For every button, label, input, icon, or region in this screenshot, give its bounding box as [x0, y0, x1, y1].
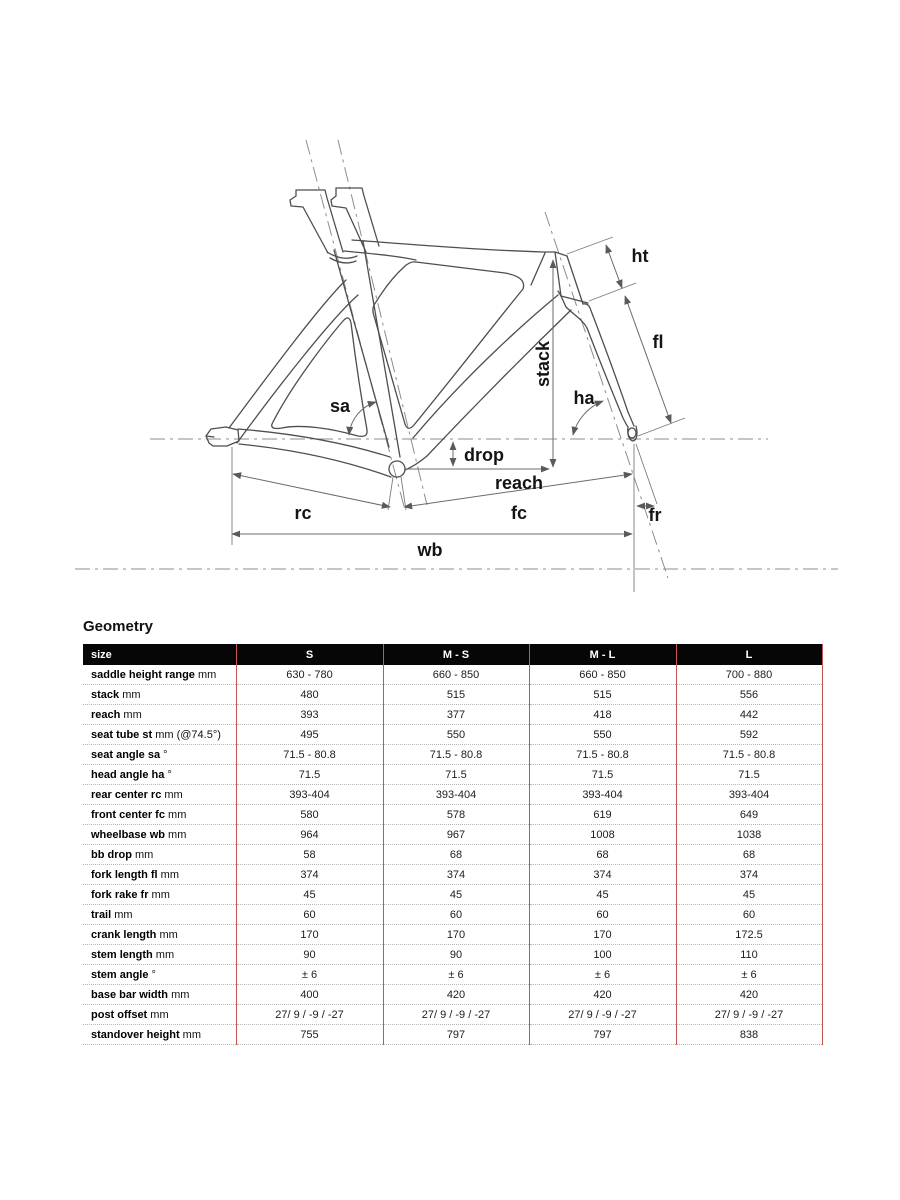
table-row — [83, 745, 822, 765]
table-cell: 649 — [676, 805, 822, 825]
head-tube-back-edge — [555, 252, 561, 296]
table-cell: 60 — [676, 905, 822, 925]
table-cell: 100 — [529, 945, 676, 965]
table-cell: ± 6 — [236, 965, 383, 985]
table-cell: 838 — [676, 1025, 822, 1045]
seat-tube-back-edge — [334, 250, 389, 447]
label-wb: wb — [417, 540, 443, 560]
row-label: seat angle sa ° — [91, 748, 168, 761]
table-cell: 393-404 — [676, 785, 822, 805]
row-label: post offset mm — [91, 1008, 169, 1021]
table-cell: 170 — [529, 925, 676, 945]
head-tube-inner-line — [531, 253, 545, 285]
row-label: wheelbase wb mm — [91, 828, 187, 841]
table-cell: 420 — [676, 985, 822, 1005]
table-cell: 377 — [383, 705, 529, 725]
seatstay-top — [229, 280, 346, 428]
table-cell: 68 — [676, 845, 822, 865]
bottom-bracket — [389, 461, 405, 477]
table-cell: 967 — [383, 825, 529, 845]
row-label: crank length mm — [91, 928, 178, 941]
centerlines — [75, 140, 838, 578]
table-cell: 550 — [383, 725, 529, 745]
table-cell: 374 — [529, 865, 676, 885]
geometry-table-body — [83, 665, 822, 1045]
table-cell: 556 — [676, 685, 822, 705]
label-fr: fr — [648, 505, 662, 525]
table-cell: 400 — [236, 985, 383, 1005]
table-cell: 27/ 9 / -9 / -27 — [236, 1005, 383, 1025]
table-cell: 619 — [529, 805, 676, 825]
table-cell: 68 — [383, 845, 529, 865]
table-cell: 393-404 — [529, 785, 676, 805]
table-row — [83, 925, 822, 945]
table-cell: 393-404 — [236, 785, 383, 805]
label-drop: drop — [464, 445, 504, 465]
geometry-section — [83, 618, 822, 1045]
fl-dimension — [625, 296, 671, 423]
fl-extension-axle — [638, 418, 685, 436]
fork-crown — [558, 291, 588, 303]
saddle-clamp-right-prong — [331, 188, 379, 252]
header-size-ml: M - L — [529, 644, 676, 665]
table-cell: 45 — [529, 885, 676, 905]
row-label: fork rake fr mm — [91, 888, 170, 901]
top-tube-top-edge — [352, 240, 567, 256]
table-cell: 1008 — [529, 825, 676, 845]
table-cell: 71.5 — [383, 765, 529, 785]
row-label: trail mm — [91, 908, 133, 921]
table-row — [83, 945, 822, 965]
frame-outline — [206, 188, 637, 477]
table-cell: 68 — [529, 845, 676, 865]
table-cell: 797 — [529, 1025, 676, 1045]
row-label: base bar width mm — [91, 988, 190, 1001]
table-cell: 172.5 — [676, 925, 822, 945]
table-cell: 58 — [236, 845, 383, 865]
table-cell: 71.5 — [236, 765, 383, 785]
row-label: reach mm — [91, 708, 142, 721]
rear-dropout — [206, 427, 239, 446]
table-cell: 60 — [383, 905, 529, 925]
row-label: stem length mm — [91, 948, 175, 961]
table-cell: 60 — [529, 905, 676, 925]
table-cell: 515 — [529, 685, 676, 705]
table-cell: 71.5 - 80.8 — [383, 745, 529, 765]
row-label: head angle ha ° — [91, 768, 172, 781]
table-cell: 660 - 850 — [529, 665, 676, 685]
label-ha: ha — [573, 388, 595, 408]
table-cell: 420 — [529, 985, 676, 1005]
table-cell: 71.5 — [676, 765, 822, 785]
table-row — [83, 905, 822, 925]
dimension-labels — [294, 246, 663, 560]
table-row — [83, 785, 822, 805]
table-cell: 515 — [383, 685, 529, 705]
table-row — [83, 1005, 822, 1025]
table-cell: 755 — [236, 1025, 383, 1045]
chainstay-bottom — [239, 444, 391, 477]
table-row — [83, 685, 822, 705]
table-cell: 964 — [236, 825, 383, 845]
table-cell: 45 — [676, 885, 822, 905]
table-cell: 27/ 9 / -9 / -27 — [383, 1005, 529, 1025]
table-row — [83, 725, 822, 745]
row-label: fork length fl mm — [91, 868, 179, 881]
table-cell: 45 — [236, 885, 383, 905]
table-cell: 630 - 780 — [236, 665, 383, 685]
section-title: Geometry — [83, 618, 154, 635]
row-label: front center fc mm — [91, 808, 187, 821]
seatstay-bottom — [237, 295, 358, 443]
table-cell: 420 — [383, 985, 529, 1005]
table-row — [83, 805, 822, 825]
header-size-s: S — [236, 644, 383, 665]
label-stack: stack — [533, 340, 553, 388]
table-cell: 60 — [236, 905, 383, 925]
table-cell: ± 6 — [676, 965, 822, 985]
table-cell: 393 — [236, 705, 383, 725]
table-row — [83, 1025, 822, 1045]
table-cell: 170 — [236, 925, 383, 945]
table-cell: 71.5 - 80.8 — [676, 745, 822, 765]
table-cell: 480 — [236, 685, 383, 705]
bb-extension-left — [388, 477, 393, 510]
table-row — [83, 885, 822, 905]
row-label: stack mm — [91, 688, 141, 701]
table-row — [83, 825, 822, 845]
table-cell: 418 — [529, 705, 676, 725]
dimension-lines — [232, 245, 671, 534]
table-cell: 660 - 850 — [383, 665, 529, 685]
extension-lines — [232, 237, 685, 592]
ht-dimension — [606, 245, 622, 288]
head-tube-front-edge — [567, 256, 583, 304]
table-cell: ± 6 — [529, 965, 676, 985]
front-dropout — [628, 428, 636, 438]
table-cell: 442 — [676, 705, 822, 725]
row-label: seat tube st mm (@74.5°) — [91, 728, 221, 741]
table-cell: 700 - 880 — [676, 665, 822, 685]
table-cell: 71.5 - 80.8 — [236, 745, 383, 765]
row-label: standover height mm — [91, 1028, 202, 1041]
label-sa: sa — [329, 396, 351, 416]
row-label: rear center rc mm — [91, 788, 183, 801]
label-ht: ht — [631, 246, 649, 266]
table-cell: 550 — [529, 725, 676, 745]
label-rc: rc — [294, 503, 312, 523]
saddle-clamp-left-prong — [290, 190, 343, 253]
row-label: stem angle ° — [91, 968, 156, 981]
geometry-table — [83, 644, 823, 1045]
header-size-ms: M - S — [383, 644, 529, 665]
seat-tube-front-edge — [363, 241, 400, 457]
table-cell: 27/ 9 / -9 / -27 — [529, 1005, 676, 1025]
table-cell: 578 — [383, 805, 529, 825]
table-cell: 71.5 — [529, 765, 676, 785]
table-cell: 592 — [676, 725, 822, 745]
table-row — [83, 765, 822, 785]
table-cell: 27/ 9 / -9 / -27 — [676, 1005, 822, 1025]
row-label: bb drop mm — [91, 848, 154, 861]
table-row — [83, 965, 822, 985]
table-cell: 374 — [676, 865, 822, 885]
table-cell: 110 — [676, 945, 822, 965]
table-row — [83, 865, 822, 885]
table-cell: 580 — [236, 805, 383, 825]
table-cell: 90 — [236, 945, 383, 965]
table-cell: 374 — [383, 865, 529, 885]
ht-extension-crown — [589, 283, 636, 301]
table-cell: 393-404 — [383, 785, 529, 805]
table-cell: 374 — [236, 865, 383, 885]
table-cell: 797 — [383, 1025, 529, 1045]
table-row — [83, 665, 822, 685]
table-cell: 71.5 - 80.8 — [529, 745, 676, 765]
seatpost-collar — [327, 252, 357, 263]
table-header-row — [83, 644, 822, 665]
table-cell: 90 — [383, 945, 529, 965]
table-row — [83, 845, 822, 865]
table-cell: 495 — [236, 725, 383, 745]
header-size-l: L — [676, 644, 822, 665]
row-label: saddle height range mm — [91, 668, 217, 681]
table-cell: 45 — [383, 885, 529, 905]
label-fc: fc — [510, 503, 528, 523]
label-reach: reach — [494, 473, 544, 493]
table-cell: 170 — [383, 925, 529, 945]
table-cell: 1038 — [676, 825, 822, 845]
table-row — [83, 985, 822, 1005]
table-row — [83, 705, 822, 725]
top-tube-bottom-edge — [344, 251, 416, 260]
fork-rake-extension — [636, 444, 657, 504]
header-size: size — [83, 644, 236, 665]
label-fl: fl — [652, 332, 664, 352]
table-cell: ± 6 — [383, 965, 529, 985]
